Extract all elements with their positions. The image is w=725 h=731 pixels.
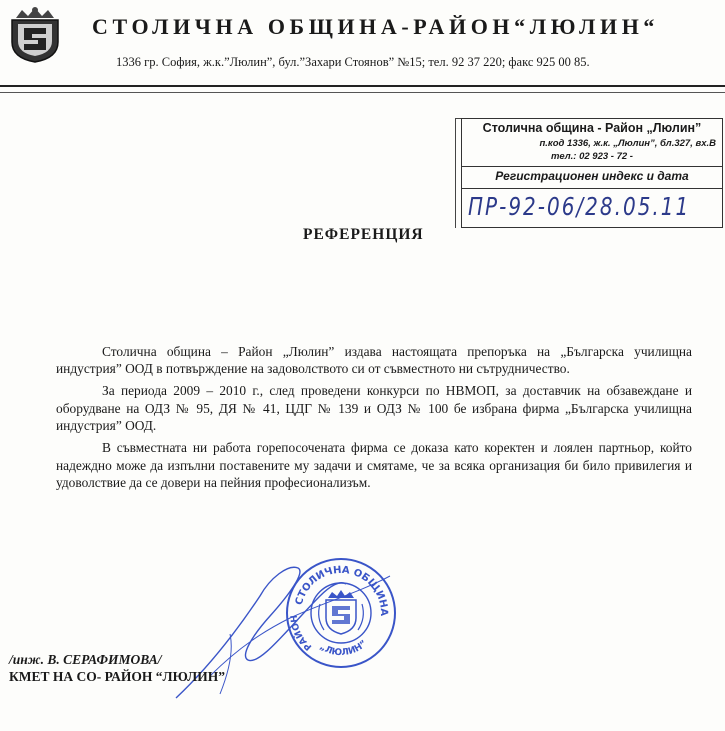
stamp-handwritten-index: ПР-92-06/28.05.11 [468, 191, 691, 221]
registration-stamp [461, 118, 723, 228]
stamp-postal-address: п.код 1336, ж.к. „Люлин”, бл.327, вх.В [539, 138, 716, 149]
seal-top-text: СТОЛИЧНА ОБЩИНА [293, 564, 390, 617]
svg-text:РАЙОН [290, 615, 314, 652]
stamp-frame-left [455, 118, 460, 228]
stamp-divider [462, 188, 722, 189]
seal-left-text: РАЙОН [289, 614, 315, 652]
stamp-divider [462, 166, 722, 167]
document-body [56, 343, 692, 496]
stamp-org-name: Столична община - Район „Люлин” [482, 121, 702, 135]
organization-address: 1336 гр. София, ж.к.”Люлин”, бул.”Захари Стоянов” №15; тел. 92 37 220; факс 925 00 85. [116, 55, 590, 69]
svg-text:„ЛЮЛИН” [318, 639, 370, 659]
signatory-title: КМЕТ НА СО- РАЙОН “ЛЮЛИН” [9, 669, 225, 684]
signatory-name: /инж. В. СЕРАФИМОВА/ [9, 652, 162, 667]
body-paragraph: В съвместната ни работа горепосочената фирма се доказа като коректен и лоялен партньор, който надеждно може да изпълни поставените му задачи и смятаме, че за всяка организация би било привилегия и удоволствие да се довери на пейния професионализъм. [56, 440, 692, 491]
round-seal-icon [284, 556, 398, 670]
body-paragraph: Столична община – Район „Люлин” издава настоящата препоръка на „Българска училищна индустрия” ООД в потвърждение на задоволството си от съвместното ни сътрудничество. [56, 344, 692, 377]
body-paragraph: За периода 2009 – 2010 г., след проведени конкурси по НВМОП, за доставчик на обзавеждане и оборудване на ОДЗ № 95, ДЯ № 41, ЦДГ № 139 и ОДЗ № 100 бе избрана фирма „Българска училищна индустрия” ООД. [56, 383, 692, 434]
municipal-crest-icon [6, 6, 64, 64]
stamp-index-label: Регистрационен индекс и дата [495, 169, 689, 183]
organization-title: СТОЛИЧНА ОБЩИНА-РАЙОН“ЛЮЛИН“ [92, 14, 660, 39]
seal-bottom-text: „ЛЮЛИН” [317, 638, 370, 659]
header-divider [0, 85, 725, 87]
stamp-phone: тел.: 02 923 - 72 - [551, 151, 633, 162]
document-title: РЕФЕРЕНЦИЯ [303, 226, 424, 243]
header-divider-secondary [0, 92, 725, 93]
